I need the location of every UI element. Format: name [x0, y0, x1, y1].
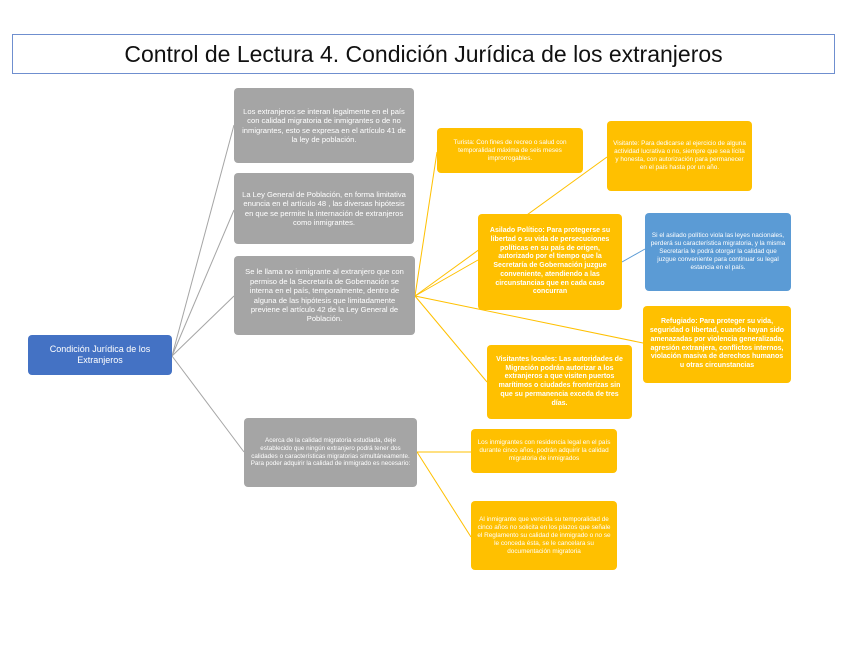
- node-no-inmigrante: Se le llama no inmigrante al extranjero que con permiso de la Secretaría de Gobernación se interna en el país, temporalmente, dentro de alguna de las hipótesis que limitadamente previene el artículo 42 de la Ley General de Población.: [234, 256, 415, 335]
- page-title: Control de Lectura 4. Condición Jurídica de los extranjeros: [12, 34, 835, 74]
- node-visitantes-locales: Visitantes locales: Las autoridades de Migración podrán autorizar a los extranjeros a que visiten puertos marítimos o ciudades fronterizas sin que su permanencia exceda de tres días.: [487, 345, 632, 419]
- node-visitante: Visitante: Para dedicarse al ejercicio de alguna actividad lucrativa o no, siempre que sea lícita y honesta, con autorización para permanecer en el país hasta por un año.: [607, 121, 752, 191]
- connector-root-to-ley: [172, 210, 234, 356]
- connector-asilado-to-nota: [622, 249, 645, 262]
- node-refugiado: Refugiado: Para proteger su vida, seguridad o libertad, cuando hayan sido amenazadas por violencia generalizada, agresión extranjera, conflictos internos, violación masiva de derechos humanos u otras circunstancias: [643, 306, 791, 383]
- node-temporalidad-vencida: Al inmigrante que vencida su temporalidad de cinco años no solicita en los plazos que señale el Reglamento su calidad de inmigrado o no se le conceda ésta, se le cancelara su documentación migratoria: [471, 501, 617, 570]
- connector-root-to-calidad: [172, 356, 244, 452]
- node-asilo-nota: Si el asilado político viola las leyes nacionales, perderá su característica migratoria, y la misma Secretaría le podrá otorgar la calidad que juzgue conveniente para continuar su legal estancia en el país.: [645, 213, 791, 291]
- connector-root-to-legal: [172, 125, 234, 356]
- node-internacion-legal: Los extranjeros se interan legalmente en el país con calidad migratoria de inmigrantes o de no inmigrantes, esto se expresa en el artículo 41 de la ley de población.: [234, 88, 414, 163]
- node-ley-general-poblacion: La Ley General de Población, en forma limitativa enuncia en el artículo 48 , las diversas hipótesis en que se permite la internación de extranjeros como inmigrantes.: [234, 173, 414, 244]
- connector-calidad-to-vencida: [417, 452, 471, 537]
- connector-root-to-noinmigrante: [172, 296, 234, 356]
- node-turista: Turista: Con fines de recreo o salud con temporalidad máxima de seis meses improrrogables.: [437, 128, 583, 173]
- root-node-condicion-juridica: Condición Jurídica de los Extranjeros: [28, 335, 172, 375]
- connector-noinm-to-turista: [415, 152, 437, 296]
- connector-noinm-to-asilado: [415, 260, 478, 296]
- node-residencia-cinco-anos: Los inmigrantes con residencia legal en el país durante cinco años, podrán adquirir la calidad migratoria de inmigrados: [471, 429, 617, 473]
- node-calidad-migratoria: Acerca de la calidad migratoria estudiada, deje establecido que ningún extranjero podrá tener dos calidades o características migratorias simultáneamente. Para poder adquirir la calidad de inmigrado es necesario:: [244, 418, 417, 487]
- node-asilado-politico: Asilado Político: Para protegerse su libertad o su vida de persecuciones políticas en su país de origen, autorizado por el tiempo que la Secretaría de Gobernación juzgue conveniente, atendiendo a las circunstancias que en cada caso concurran: [478, 214, 622, 310]
